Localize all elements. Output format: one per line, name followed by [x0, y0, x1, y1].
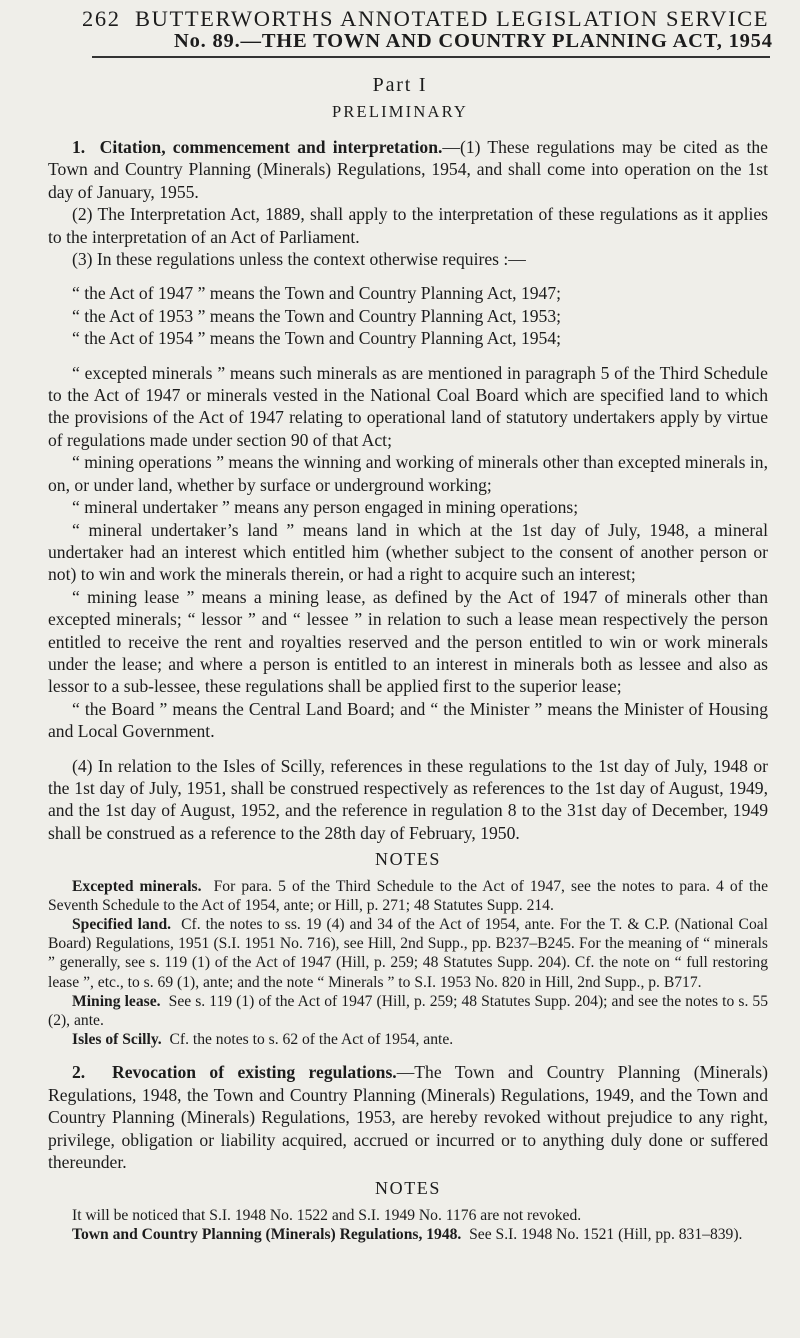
definition: “ the Board ” means the Central Land Board; and “ the Minister ” means the Minister of Housing and Local Government. [48, 698, 768, 742]
section-1-number: 1. [72, 137, 86, 157]
notes-block-2 [48, 1206, 768, 1244]
note-text: See s. 119 (1) of the Act of 1947 (Hill, p. 259; 48 Statutes Supp. 204); and see the notes to s. 55 (2), ante. [48, 992, 768, 1030]
note-item [48, 1225, 768, 1244]
definition: “ mining operations ” means the winning and working of minerals other than excepted minerals in, on, or under land, whether by surface or underground working; [48, 452, 768, 495]
note-term: Town and Country Planning (Minerals) Regulations, 1948. [72, 1226, 462, 1244]
definition: “ the Act of 1953 ” means the Town and Country Planning Act, 1953; [72, 305, 562, 326]
part-label: Part I [372, 74, 428, 96]
note-item [48, 877, 768, 915]
running-head [82, 6, 769, 32]
section-1-para-3: (3) In these regulations unless the context otherwise requires :— [72, 249, 526, 270]
part-heading: PRELIMINARY [331, 102, 469, 121]
section-2-number: 2. [72, 1062, 86, 1083]
section-1-title: Citation, commencement and interpretation. [99, 137, 443, 157]
section-2-text: —The Town and Country Planning (Minerals) Regulations, 1948, the Town and Country Planning (Minerals) Regulations, 1949, and the Town and Country Planning (Minerals) Regulations, 1953, are hereby revoked without prejudice to any right, privilege, obligation or liability acquired, accrued or incurred or to anything duly done or suffered thereunder. [48, 1062, 769, 1173]
note-item: It will be noticed that S.I. 1948 No. 1522 and S.I. 1949 No. 1176 are not revoked. [72, 1206, 582, 1224]
note-text: For para. 5 of the Third Schedule to the Act of 1947, see the notes to para. 4 of the Seventh Schedule to the Act of 1954, ante; or Hill, p. 271; 48 Statutes Supp. 214. [48, 877, 768, 914]
series-title: BUTTERWORTHS ANNOTATED LEGISLATION SERVICE [135, 6, 770, 31]
section-1-para-1 [48, 136, 768, 203]
note-term: Isles of Scilly. [72, 1031, 162, 1049]
note-item [48, 1030, 768, 1049]
page-number: 262 [82, 6, 121, 31]
section-1-para-2: (2) The Interpretation Act, 1889, shall apply to the interpretation of these regulations as it applies to the interpretation of an Act of Parliament. [48, 204, 768, 247]
document-body [48, 136, 768, 1244]
note-term: Specified land. [72, 916, 172, 933]
note-term: Mining lease. [72, 992, 161, 1010]
definition: “ the Act of 1947 ” means the Town and Country Planning Act, 1947; [72, 283, 562, 304]
notes-block-1 [48, 877, 768, 1050]
act-subtitle: No. 89.—THE TOWN AND COUNTRY PLANNING ACT, 1954 [174, 30, 773, 52]
section-1-para-4: (4) In relation to the Isles of Scilly, references in these regulations to the 1st day of July, 1948 or the 1st day of July, 1951, shall be construed respectively as references to the 1st day of August, 1949, and the 1st day of August, 1952, and the reference in regulation 8 to the 31st day of December, 1949 shall be construed as a reference to the 28th day of February, 1950. [48, 755, 768, 843]
section-2-title: Revocation of existing regulations. [112, 1062, 397, 1083]
section-1-text: —(1) These regulations may be cited as the Town and Country Planning (Minerals) Regulations, 1954, and shall come into operation on the 1st day of January, 1955. [48, 137, 768, 202]
definition: “ mineral undertaker’s land ” means land in which at the 1st day of July, 1948, a mineral undertaker had an interest which entitled him (whether subject to the consent of another person or not) to win and work the minerals therein, or had a right to acquire such an interest; [48, 519, 768, 585]
definition: “ mineral undertaker ” means any person engaged in mining operations; [72, 497, 579, 518]
note-item [48, 992, 768, 1030]
definition: “ the Act of 1954 ” means the Town and Country Planning Act, 1954; [72, 328, 562, 349]
note-term: Excepted minerals. [72, 877, 202, 895]
section-2 [48, 1061, 768, 1173]
notes-heading: NOTES [375, 1178, 441, 1199]
note-text: Cf. the notes to s. 62 of the Act of 1954, ante. [169, 1031, 454, 1049]
note-text: Cf. the notes to ss. 19 (4) and 34 of the Act of 1954, ante. For the T. & C.P. (National Coal Board) Regulations, 1951 (S.I. 1951 No. 716), see Hill, 2nd Supp., pp. B237–B245. For the meaning of “ minerals ” generally, see s. 119 (1) of the Act of 1947 (Hill, p. 259; 48 Statutes Supp. 204). Cf. the note on “ full restoring lease ”, etc., to s. 69 (1), ante; and the note “ Minerals ” to S.I. 1953 No. 820 in Hill, 2nd Supp., p. B717. [48, 916, 769, 991]
header-rule [92, 56, 770, 58]
definition: “ excepted minerals ” means such minerals as are mentioned in paragraph 5 of the Third Schedule to the Act of 1947 or minerals vested in the National Coal Board which are specified land to which the provisions of the Act of 1947 relating to operational land of statutory undertakers apply by virtue of regulations made under section 90 of that Act; [48, 362, 768, 450]
definition: “ mining lease ” means a mining lease, as defined by the Act of 1947 of minerals other than excepted minerals; “ lessor ” and “ lessee ” in relation to such a lease mean respectively the person entitled to receive the rent and royalties reserved and the person entitled to win or work minerals under the lease; and where a person is entitled to an interest in minerals both as lessee and also as lessor to a sub-lessee, these regulations shall be applied first to the superior lease; [48, 586, 768, 697]
note-text: See S.I. 1948 No. 1521 (Hill, pp. 831–839). [469, 1226, 743, 1244]
notes-heading: NOTES [375, 849, 441, 870]
note-item [48, 915, 768, 992]
